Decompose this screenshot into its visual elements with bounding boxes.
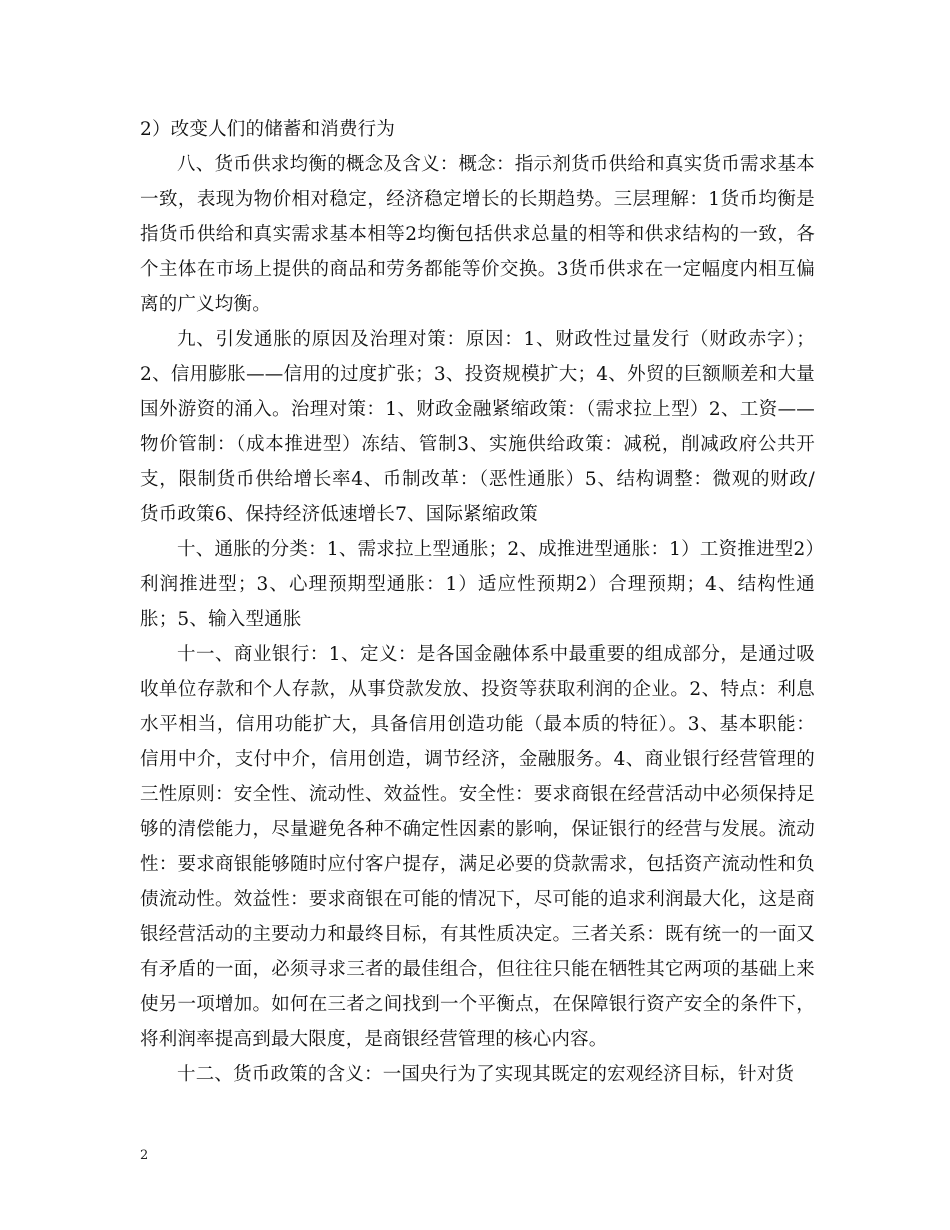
paragraph-section-8: 八、货币供求均衡的概念及含义：概念：指示剂货币供给和真实货币需求基本一致，表现为物价相对稳定，经济稳定增长的长期趋势。三层理解：1货币均衡是指货币供给和真实需求基本相等2均衡包括供求总量的相等和供求结构的一致，各个主体在市场上提供的商品和劳务都能等价交换。3货币供求在一定幅度内相互偏离的广义均衡。	[140, 154, 815, 315]
paragraph-section-10: 十、通胀的分类：1、需求拉上型通胀；2、成推进型通胀：1）工资推进型2）利润推进型；3、心理预期型通胀：1）适应性预期2）合理预期；4、结构性通胀；5、输入型通胀	[140, 539, 815, 630]
paragraph-section-12: 十二、货币政策的含义：一国央行为了实现其既定的宏观经济目标，针对货	[177, 1064, 795, 1085]
paragraph-section-11: 十一、商业银行：1、定义：是各国金融体系中最重要的组成部分，是通过吸收单位存款和个人存款，从事贷款发放、投资等获取利润的企业。2、特点：利息水平相当，信用功能扩大，具备信用创造功能（最本质的特征）。3、基本职能：信用中介，支付中介，信用创造，调节经济，金融服务。4、商业银行经营管理的三性原则：安全性、流动性、效益性。安全性：要求商银在经营活动中必须保持足够的清偿能力，尽量避免各种不确定性因素的影响，保证银行的经营与发展。流动性：要求商银能够随时应付客户提存，满足必要的贷款需求，包括资产流动性和负债流动性。效益性：要求商银在可能的情况下，尽可能的追求利润最大化，这是商银经营活动的主要动力和最终目标，有其性质决定。三者关系：既有统一的一面又有矛盾的一面，必须寻求三者的最佳组合，但往往只能在牺牲其它两项的基础上来使另一项增加。如何在三者之间找到一个平衡点，在保障银行资产安全的条件下，将利润率提高到最大限度，是商银经营管理的核心内容。	[140, 644, 815, 1050]
paragraph-section-9: 九、引发通胀的原因及治理对策：原因：1、财政性过量发行（财政赤字）；2、信用膨胀——信用的过度扩张；3、投资规模扩大；4、外贸的巨额顺差和大量国外游资的涌入。治理对策：1、财政金融紧缩政策：（需求拉上型）2、工资——物价管制：（成本推进型）冻结、管制3、实施供给政策：减税，削减政府公共开支，限制货币供给增长率4、币制改革：（恶性通胀）5、结构调整：微观的财政/货币政策6、保持经济低速增长7、国际紧缩政策	[140, 329, 815, 525]
paragraph-savings-behavior: 2）改变人们的储蓄和消费行为	[140, 119, 396, 140]
page-body	[140, 112, 815, 1092]
page-number: 2	[140, 1148, 149, 1163]
